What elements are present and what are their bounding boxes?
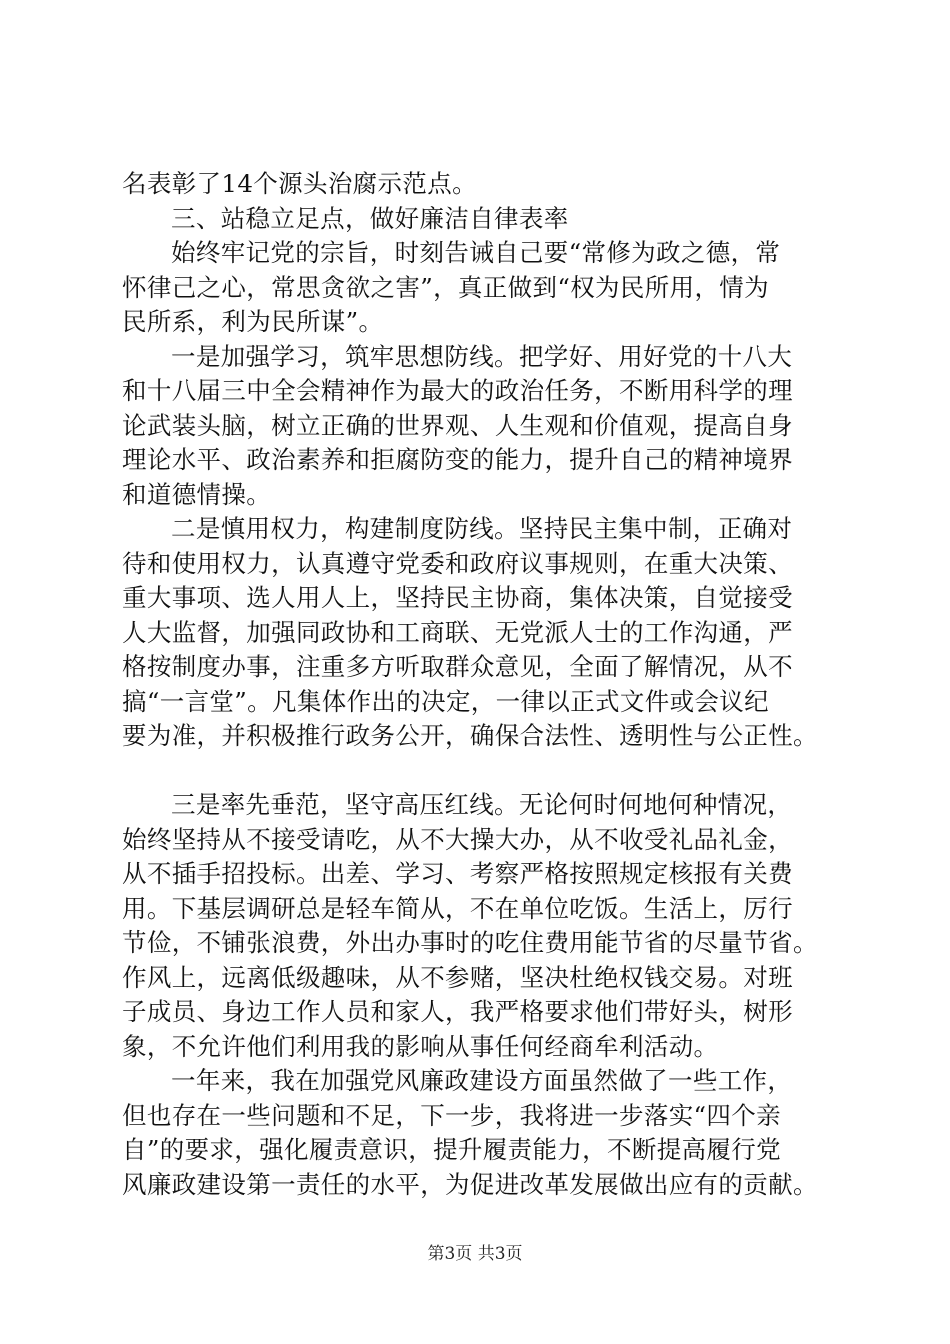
text-line: 作风上，远离低级趣味，从不参赌，坚决杜绝权钱交易。对班 — [122, 962, 793, 992]
text-line: 但也存在一些问题和不足，下一步，我将进一步落实“四个亲 — [122, 1100, 781, 1130]
text-line: 论武装头脑，树立正确的世界观、人生观和价值观，提高自身 — [122, 410, 793, 440]
text-line: 风廉政建设第一责任的水平，为促进改革发展做出应有的贡献。 — [122, 1169, 818, 1199]
text-line: 搞“一言堂”。凡集体作出的决定，一律以正式文件或会议纪 — [122, 686, 769, 716]
text-line: 理论水平、政治素养和拒腐防变的能力，提升自己的精神境界 — [122, 445, 793, 474]
text-line: 三是率先垂范，坚守高压红线。无论何时何地何种情况， — [171, 790, 793, 819]
text-line: 格按制度办事，注重多方听取群众意见，全面了解情况，从不 — [122, 652, 793, 681]
text-line: 节俭，不铺张浪费，外出办事时的吃住费用能节省的尽量节省。 — [122, 928, 818, 957]
text-line: 人大监督，加强同政协和工商联、无党派人士的工作沟通，严 — [122, 617, 793, 647]
text-line: 始终牢记党的宗旨，时刻告诫自己要“常修为政之德，常 — [171, 238, 781, 267]
text-line: 象，不允许他们利用我的影响从事任何经商牟利活动。 — [122, 1031, 719, 1061]
text-line: 一年来，我在加强党风廉政建设方面虽然做了一些工作， — [171, 1066, 793, 1095]
text-line: 怀律己之心，常思贪欲之害”，真正做到“权为民所用，情为 — [122, 272, 769, 302]
text-line: 始终坚持从不接受请吃，从不大操大办，从不收受礼品礼金， — [122, 824, 793, 854]
text-line: 三、站稳立足点，做好廉洁自律表率 — [171, 203, 569, 233]
text-line: 一是加强学习，筑牢思想防线。把学好、用好党的十八大 — [171, 341, 793, 371]
text-line: 待和使用权力，认真遵守党委和政府议事规则，在重大决策、 — [122, 548, 793, 578]
page-footer: 第3页 共3页 — [427, 1244, 523, 1264]
text-line: 和道德情操。 — [122, 479, 272, 509]
text-line: 民所系，利为民所谋”。 — [122, 307, 384, 336]
text-line: 子成员、身边工作人员和家人，我严格要求他们带好头，树形 — [122, 997, 793, 1026]
text-line: 自”的要求，强化履责意识，提升履责能力，不断提高履行党 — [122, 1135, 781, 1164]
blank-line — [122, 754, 852, 789]
text-line: 二是慎用权力，构建制度防线。坚持民主集中制，正确对 — [171, 514, 793, 543]
text-line: 用。下基层调研总是轻车简从，不在单位吃饭。生活上，厉行 — [122, 893, 793, 923]
document-body — [122, 167, 852, 1202]
text-line: 和十八届三中全会精神作为最大的政治任务，不断用科学的理 — [122, 376, 793, 405]
text-line: 从不插手招投标。出差、学习、考察严格按照规定核报有关费 — [122, 859, 793, 888]
text-line: 名表彰了14个源头治腐示范点。 — [122, 169, 477, 198]
text-line: 要为准，并积极推行政务公开，确保合法性、透明性与公正性。 — [122, 721, 818, 750]
text-line: 重大事项、选人用人上，坚持民主协商，集体决策，自觉接受 — [122, 583, 793, 612]
